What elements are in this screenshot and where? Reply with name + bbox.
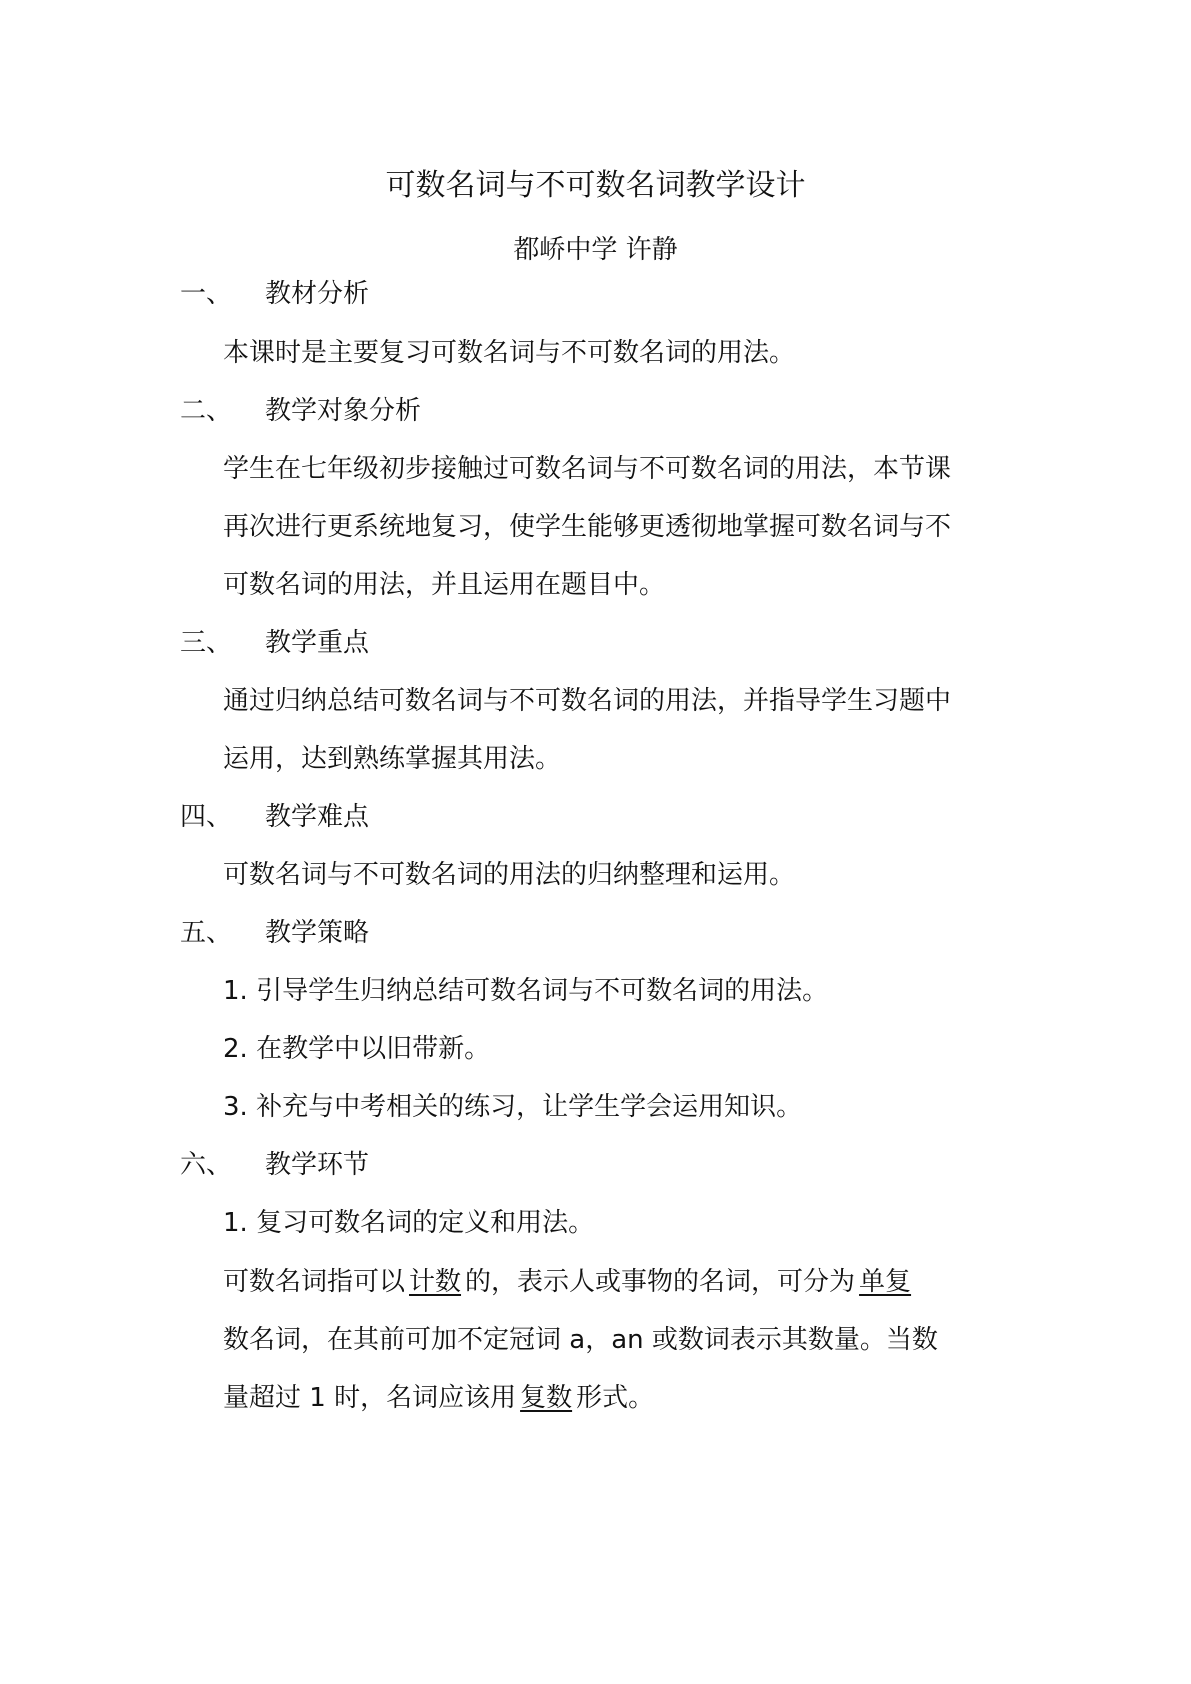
document-title: 可数名词与不可数名词教学设计 xyxy=(385,168,806,203)
section-heading: 教学对象分析 xyxy=(265,396,422,426)
fill-in-line xyxy=(223,1380,654,1416)
list-item: 1. 引导学生归纳总结可数名词与不可数名词的用法。 xyxy=(223,976,829,1006)
list-item: 3. 补充与中考相关的练习，让学生学会运用知识。 xyxy=(223,1092,803,1122)
fill-in-line xyxy=(223,1264,915,1300)
fill-in-blank: 复数 xyxy=(520,1383,573,1413)
list-item: 2. 在教学中以旧带新。 xyxy=(223,1034,491,1064)
section-number: 四、 xyxy=(180,802,233,832)
paragraph-line: 本课时是主要复习可数名词与不可数名词的用法。 xyxy=(223,338,796,368)
section-number: 六、 xyxy=(180,1150,233,1180)
paragraph-line: 运用，达到熟练掌握其用法。 xyxy=(223,744,562,774)
fill-in-text: 量超过 1 时，名词应该用 xyxy=(223,1383,517,1413)
paragraph-line: 学生在七年级初步接触过可数名词与不可数名词的用法，本节课 xyxy=(223,454,952,484)
section-number: 五、 xyxy=(180,918,233,948)
fill-in-text: 可数名词指可以 xyxy=(223,1267,406,1297)
section-heading: 教学重点 xyxy=(265,628,370,658)
paragraph-line: 再次进行更系统地复习，使学生能够更透彻地掌握可数名词与不 xyxy=(223,512,952,542)
section-heading: 教学环节 xyxy=(265,1150,370,1180)
paragraph-line: 可数名词与不可数名词的用法的归纳整理和运用。 xyxy=(223,860,796,890)
fill-in-line: 数名词，在其前可加不定冠词 a，an 或数词表示其数量。当数 xyxy=(223,1325,938,1355)
paragraph-line: 可数名词的用法，并且运用在题目中。 xyxy=(223,570,666,600)
section-number: 三、 xyxy=(180,628,233,658)
fill-in-blank: 单复 xyxy=(859,1267,912,1297)
section-heading: 教学策略 xyxy=(265,918,370,948)
list-item: 1. 复习可数名词的定义和用法。 xyxy=(223,1208,595,1238)
fill-in-text: 形式。 xyxy=(576,1383,655,1413)
section-heading: 教学难点 xyxy=(265,802,370,832)
author-line: 都峤中学 许静 xyxy=(513,235,678,265)
section-number: 一、 xyxy=(180,279,233,309)
section-heading: 教材分析 xyxy=(265,279,370,309)
fill-in-text: 的，表示人或事物的名词，可分为 xyxy=(465,1267,856,1297)
fill-in-blank: 计数 xyxy=(409,1267,462,1297)
paragraph-line: 通过归纳总结可数名词与不可数名词的用法，并指导学生习题中 xyxy=(223,686,952,716)
section-number: 二、 xyxy=(180,396,233,426)
